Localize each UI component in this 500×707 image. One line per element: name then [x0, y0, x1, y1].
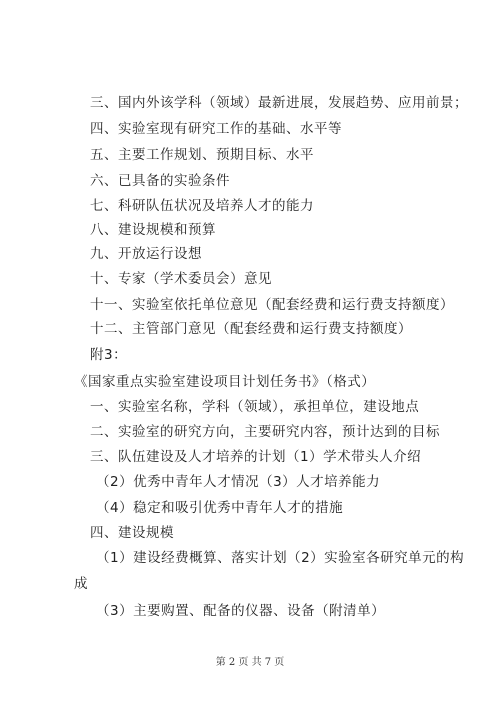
page-number-footer: 第 2 页 共 7 页	[215, 657, 285, 668]
text-line: 成	[74, 576, 88, 592]
text-line: 三、国内外该学科（领域）最新进展，发展趋势、应用前景；	[90, 95, 468, 111]
text-line: （2）优秀中青年人才情况（3）人才培养能力	[96, 474, 381, 490]
text-line: 二、实验室的研究方向，主要研究内容，预计达到的目标	[90, 424, 440, 440]
text-line: 五、主要工作规划、预期目标、水平	[90, 147, 314, 163]
text-line: 八、建设规模和预算	[90, 222, 216, 238]
text-line: 三、队伍建设及人才培养的计划（1）学术带头人介绍	[90, 449, 422, 465]
text-line: 六、已具备的实验条件	[90, 173, 230, 189]
text-line: （4）稳定和吸引优秀中青年人才的措施	[96, 500, 344, 516]
text-line: 四、实验室现有研究工作的基础、水平等	[90, 121, 342, 137]
text-line: 十、专家（学术委员会）意见	[90, 271, 272, 287]
text-line: 十二、主管部门意见（配套经费和运行费支持额度）	[90, 321, 412, 337]
text-line: （1）建设经费概算、落实计划（2）实验室各研究单元的构	[96, 550, 465, 566]
text-line: 一、实验室名称，学科（领域），承担单位，建设地点	[90, 399, 420, 415]
text-line: 附3：	[90, 347, 128, 363]
text-line: （3）主要购置、配备的仪器、设备（附清单）	[96, 603, 386, 619]
text-line: 七、科研队伍状况及培养人才的能力	[90, 198, 314, 214]
text-line: 四、建设规模	[90, 525, 174, 541]
document-subtitle: 《国家重点实验室建设项目计划任务书》（格式）	[74, 374, 376, 390]
text-line: 十一、实验室依托单位意见（配套经费和运行费支持额度）	[90, 297, 454, 313]
text-line: 九、开放运行设想	[90, 246, 202, 262]
